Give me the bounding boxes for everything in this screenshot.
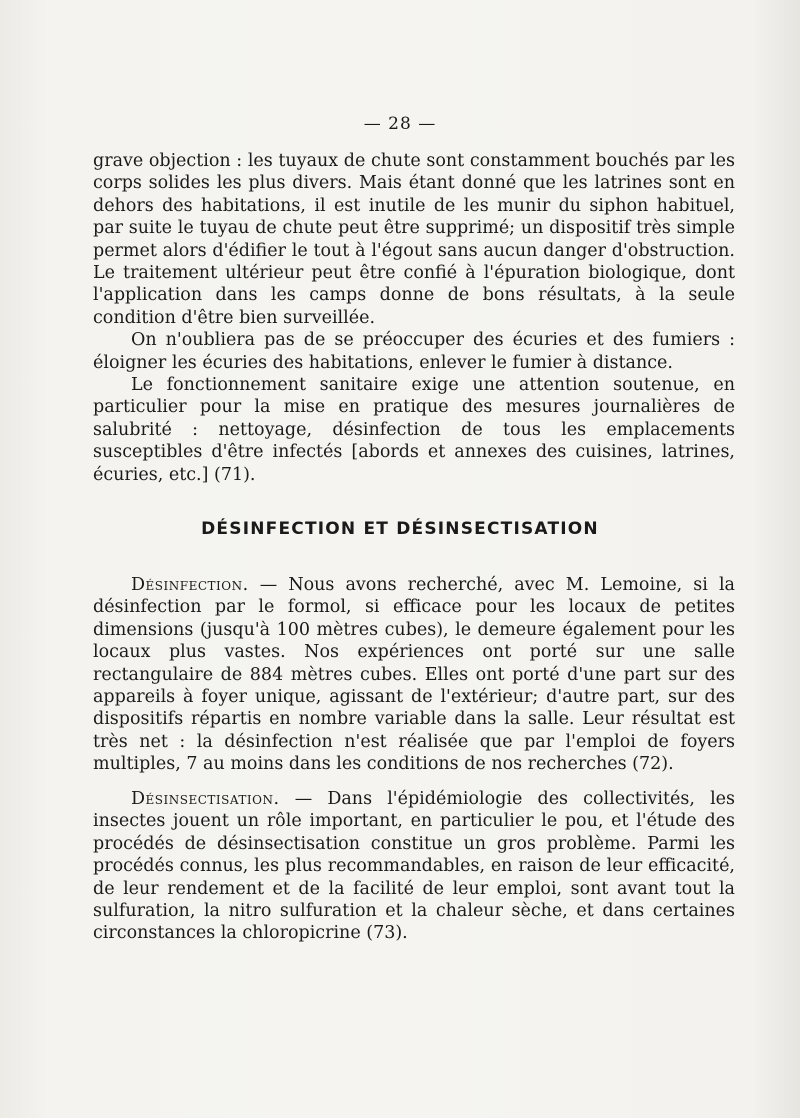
- desinfection-text: — Nous avons recherché, avec M. Lemoine, si la désinfection par le formol, si efficace pour les locaux de petites dimensions (jusqu'à 100 mètres cubes), le demeure également pour les locaux plus vastes. Nos expériences ont porté sur une salle rectangulaire de 884 mètres cubes. Elles ont porté d'une part sur des appareils à foyer unique, agissant de l'extérieur; d'autre part, sur des dispositifs répartis en nombre variable dans la salle. Leur résultat est très net : la désinfection n'est réalisée que par l'emploi de foyers multiples, 7 au moins dans les conditions de nos recherches (72).: [93, 575, 735, 775]
- paragraph-latrines: grave objection : les tuyaux de chute sont constamment bouchés par les corps solides les plus divers. Mais étant donné que les latrines sont en dehors des habitations, il est inutile de les munir du siphon habituel, par suite le tuyau de chute peut être supprimé; un dispositif très simple permet alors d'édifier le tout à l'égout sans aucun danger d'obstruction. Le traitement ultérieur peut être confié à l'épuration biologique, dont l'application dans les camps donne de bons résultats, à la seule condition d'être bien surveillée.: [93, 151, 735, 328]
- page-number: — 28 —: [363, 114, 437, 134]
- intro-section: [93, 150, 735, 486]
- desinfection-section: [93, 574, 735, 776]
- paragraph-desinsectisation: [93, 788, 735, 945]
- desinsectisation-text: — Dans l'épidémiologie des collectivités, les insectes jouent un rôle important, en particulier le pou, et l'étude des procédés de désinsectisation constitue un gros problème. Parmi les procédés connus, les plus recommandables, en raison de leur efficacité, de leur rendement et de la facilité de leur emploi, sont avant tout la sulfuration, la nitro sulfuration et la chaleur sèche, et dans certaines circonstances la chloropicrine (73).: [93, 789, 735, 944]
- desinfection-lead: Désinfection.: [131, 575, 249, 595]
- section-heading: DÉSINFECTION ET DÉSINSECTISATION: [201, 519, 599, 539]
- paragraph-ecuries: On n'oubliera pas de se préoccuper des écuries et des fumiers : éloigner les écuries des habitations, enlever le fumier à distance.: [93, 330, 735, 373]
- desinsectisation-lead: Désinsectisation.: [131, 789, 280, 809]
- desinsectisation-section: [93, 788, 735, 945]
- paragraph-fonctionnement: Le fonctionnement sanitaire exige une attention soutenue, en particulier pour la mise en pratique des mesures journalières de salubrité : nettoyage, désinfection de tous les emplacements susceptibles d'être infectés [abords et annexes des cuisines, latrines, écuries, etc.] (71).: [93, 375, 735, 485]
- paragraph-desinfection: [93, 574, 735, 776]
